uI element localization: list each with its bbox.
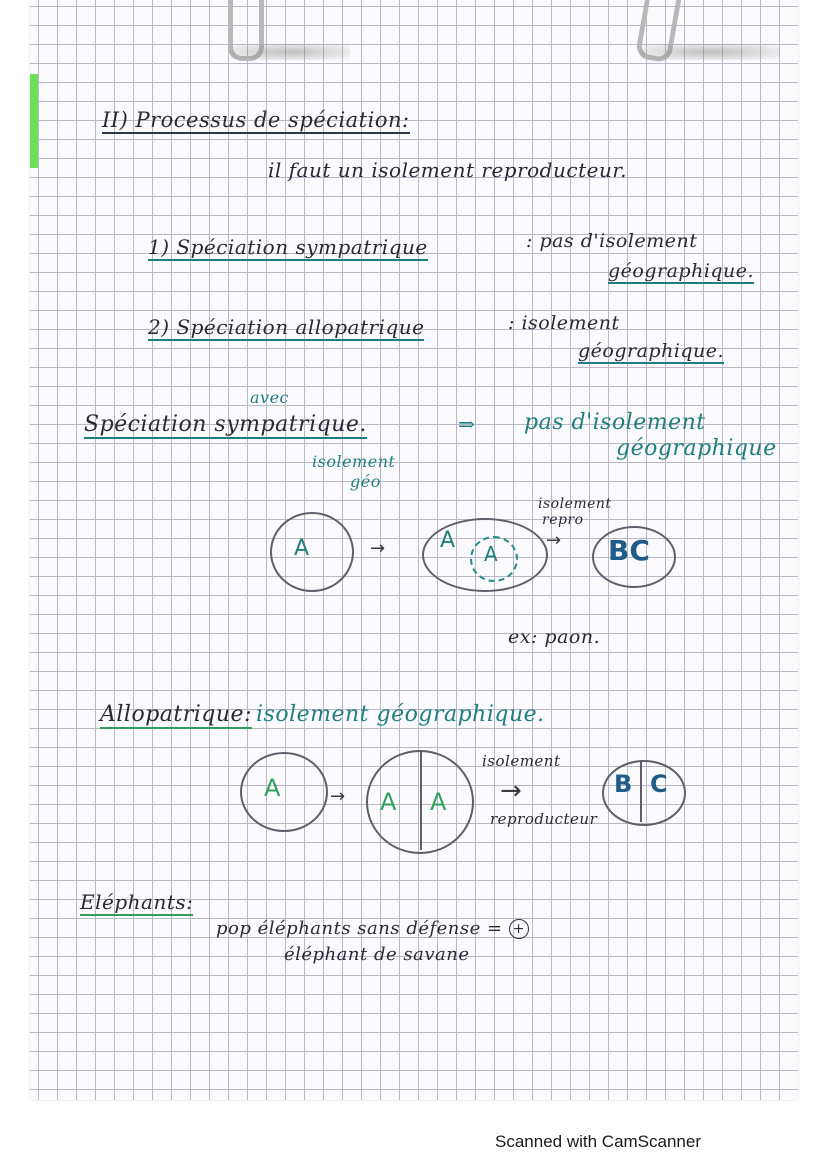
elephants-line-1-text: pop éléphants sans défense =	[216, 918, 503, 939]
arrow-icon: →	[370, 538, 386, 559]
arrow-icon: →	[330, 786, 346, 807]
example-text: ex: paon.	[508, 626, 601, 648]
circle-1-label: A	[294, 536, 310, 561]
notebook-page	[30, 0, 798, 1100]
sympatric-title: Spéciation sympatrique.	[84, 412, 367, 437]
elephants-line-2: éléphant de savane	[284, 944, 470, 965]
population-circle-a-allo	[240, 752, 328, 832]
elephants-line-1	[216, 918, 529, 939]
allo-circle-3-left-label: B	[614, 770, 633, 798]
annot-isolement-geo-2: géo	[350, 472, 381, 491]
ring-shadow	[230, 44, 350, 60]
type-1-desc-2: géographique.	[608, 260, 755, 282]
plus-circle-icon: +	[509, 919, 529, 939]
circle-2-left-label: A	[440, 528, 456, 553]
geographic-barrier	[420, 750, 422, 850]
allo-circle-1-label: A	[264, 774, 281, 802]
allo-circle-2-right-label: A	[430, 788, 447, 816]
type-2-title: 2) Spéciation allopatrique	[148, 315, 425, 339]
type-2-desc-2: géographique.	[578, 340, 725, 362]
allo-circle-2-left-label: A	[380, 788, 397, 816]
type-2-desc-1: : isolement	[508, 312, 620, 334]
circle-2-inner-label: A	[484, 542, 498, 566]
species-divider	[640, 760, 642, 822]
annot-isolement-geo-1: isolement	[312, 452, 396, 471]
type-1-title: 1) Spéciation sympatrique	[148, 235, 428, 259]
allopatric-desc: isolement géographique.	[256, 702, 545, 727]
requirement-text: il faut un isolement reproducteur.	[268, 158, 628, 182]
arrow-icon: →	[546, 530, 562, 551]
sympatric-arrow: ⇒	[458, 412, 476, 436]
ring-shadow	[640, 44, 780, 60]
arrow-icon: →	[500, 776, 520, 806]
section-heading: II) Processus de spéciation:	[102, 108, 410, 132]
sympatric-note-above: avec	[250, 388, 290, 407]
allo-annot-top: isolement	[482, 752, 561, 770]
scanner-watermark: Scanned with CamScanner	[495, 1132, 702, 1151]
sympatric-desc-2: géographique	[616, 436, 777, 461]
allopatric-title: Allopatrique:	[100, 702, 252, 727]
type-1-desc-1: : pas d'isolement	[526, 230, 698, 252]
sympatric-desc-1: pas d'isolement	[524, 410, 706, 435]
circle-3-label: BC	[608, 534, 650, 567]
annot-isolement-repro-2: repro	[542, 512, 584, 528]
population-circle-a	[270, 512, 354, 592]
allo-annot-bottom: reproducteur	[490, 810, 598, 828]
green-tab-marker	[30, 74, 38, 168]
allo-circle-3-right-label: C	[650, 770, 668, 798]
elephants-title: Eléphants:	[80, 890, 194, 914]
annot-isolement-repro-1: isolement	[538, 496, 612, 512]
